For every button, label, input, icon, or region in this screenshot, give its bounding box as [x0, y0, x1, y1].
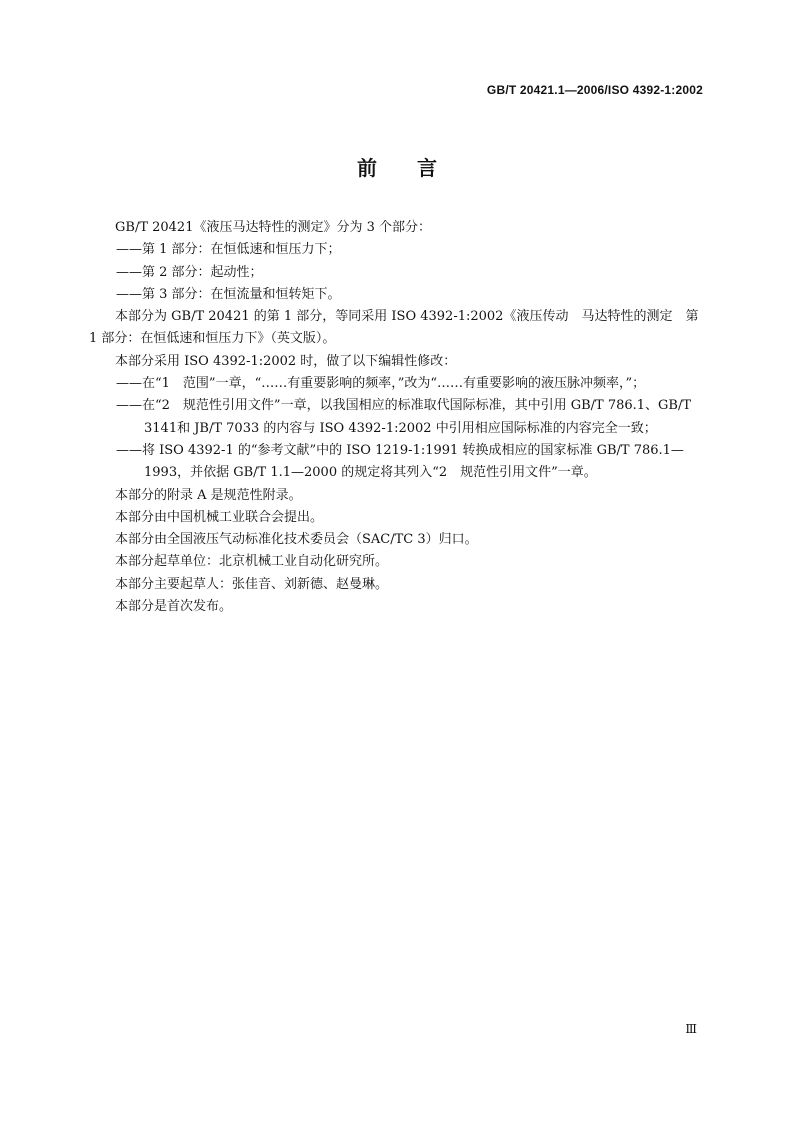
paragraph-drafting-unit: 本部分起草单位：北京机械工业自动化研究所。	[115, 554, 389, 570]
list-item-part-3: ——第 3 部分：在恒流量和恒转矩下。	[116, 286, 341, 302]
page-title	[0, 152, 794, 181]
paragraph-edits-intro: 本部分采用 ISO 4392-1:2002 时，做了以下编辑性修改：	[115, 353, 457, 369]
list-item-edit-scope: ——在“1 范围”一章，“……有重要影响的频率，”改为“……有重要影响的液压脉冲频率，”；	[116, 376, 646, 392]
list-item-edit-bibliography: ——将 ISO 4392-1 的“参考文献”中的 ISO 1219-1:1991 转换成相应的国家标准 GB/T 786.1—1993，并依据 GB/T 1.1—2000 的规定将其列入“2 规范性引用文件”一章。	[116, 442, 684, 481]
paragraph-committee: 本部分由全国液压气动标准化技术委员会（SAC/TC 3）归口。	[115, 532, 478, 548]
paragraph-first-release: 本部分是首次发布。	[115, 599, 233, 615]
paragraph-drafters: 本部分主要起草人：张佳音、刘新德、赵曼琳。	[115, 576, 389, 592]
foreword-body	[89, 217, 705, 618]
title-char-2: 言	[417, 156, 437, 180]
paragraph-annex: 本部分的附录 A 是规范性附录。	[115, 487, 302, 503]
list-item-edit-references: ——在“2 规范性引用文件”一章，以我国相应的标准取代国际标准，其中引用 GB/T 786.1、GB/T 3141和 JB/T 7033 的内容与 ISO 4392-1:2002 中引用相应国际标准的内容完全一致；	[116, 398, 692, 436]
paragraph-equivalence: 本部分为 GB/T 20421 的第 1 部分，等同采用 ISO 4392-1:2002《液压传动 马达特性的测定 第 1 部分：在恒低速和恒压力下》（英文版）。	[89, 309, 699, 347]
list-item-part-2: ——第 2 部分：起动性；	[116, 264, 263, 280]
page-number: Ⅲ	[685, 1022, 697, 1036]
paragraph-proposer: 本部分由中国机械工业联合会提出。	[115, 509, 324, 525]
title-char-1: 前	[357, 156, 377, 180]
paragraph-parts-intro: GB/T 20421《液压马达特性的测定》分为 3 个部分：	[115, 220, 432, 235]
list-item-part-1: ——第 1 部分：在恒低速和恒压力下；	[116, 242, 341, 258]
standard-id-header: GB/T 20421.1—2006/ISO 4392-1:2002	[486, 83, 703, 97]
